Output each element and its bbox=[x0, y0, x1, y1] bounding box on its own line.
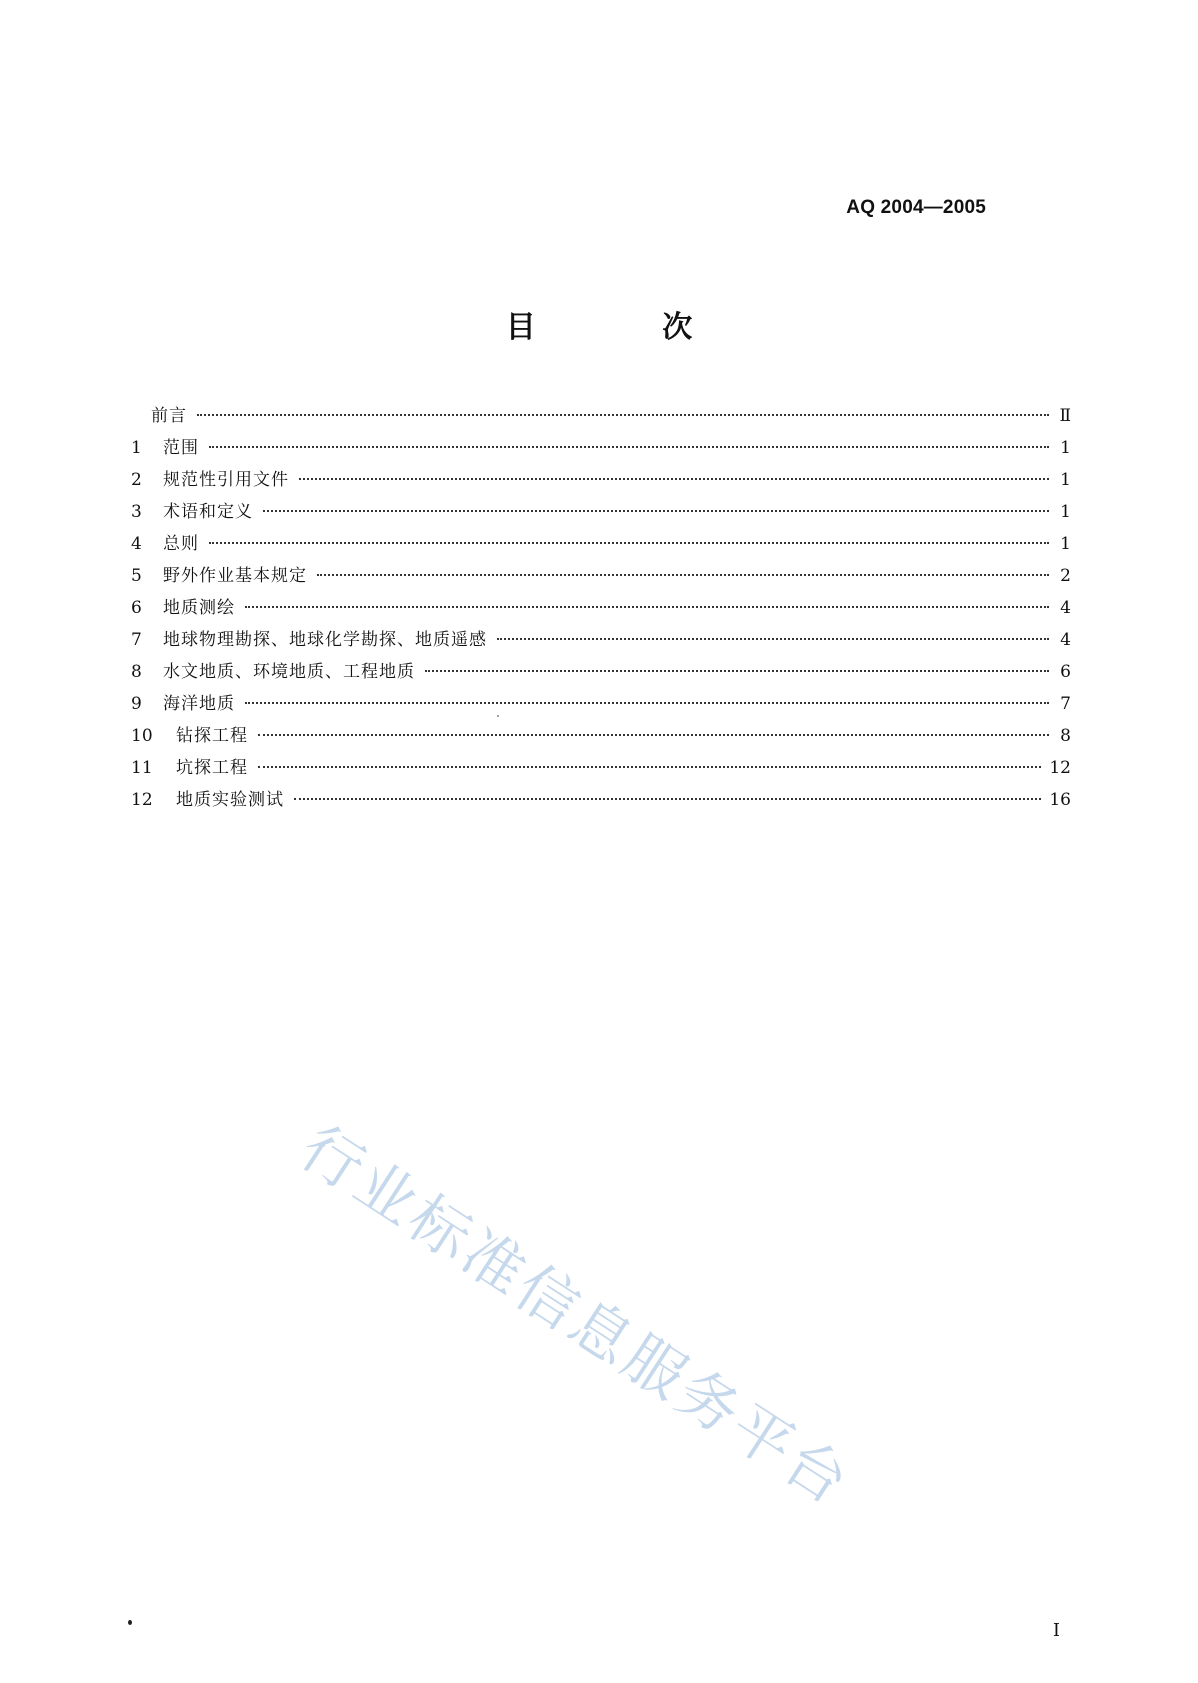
toc-entry-number: 2 bbox=[131, 470, 142, 490]
toc-entry[interactable] bbox=[131, 528, 1071, 560]
standard-code: AQ 2004—2005 bbox=[846, 197, 986, 218]
toc-entry-number: 3 bbox=[131, 502, 142, 522]
toc-entry-label: 海洋地质 bbox=[163, 694, 235, 714]
toc-entry-label: 术语和定义 bbox=[163, 502, 253, 522]
toc-entry-number: 11 bbox=[131, 758, 153, 778]
toc-entry-page: 12 bbox=[1049, 758, 1071, 778]
toc-entry-page: Ⅱ bbox=[1059, 406, 1071, 426]
toc-entry-label: 范围 bbox=[163, 438, 199, 458]
toc-entry-label: 水文地质、环境地质、工程地质 bbox=[163, 662, 415, 682]
toc-leader-dots bbox=[245, 702, 1049, 704]
toc-entry-number: 12 bbox=[131, 790, 153, 810]
toc-entry[interactable] bbox=[131, 624, 1071, 656]
toc-entry[interactable] bbox=[131, 752, 1071, 784]
toc-entry-label: 钻探工程 bbox=[176, 726, 248, 746]
toc-entry-number: 6 bbox=[131, 598, 142, 618]
toc-entry-label: 总则 bbox=[163, 534, 199, 554]
toc-entry-label: 规范性引用文件 bbox=[163, 470, 289, 490]
toc-entry-page: 7 bbox=[1060, 694, 1071, 714]
toc-entry[interactable] bbox=[131, 720, 1071, 752]
toc-leader-dots bbox=[497, 638, 1049, 640]
toc-entry[interactable] bbox=[131, 784, 1071, 816]
toc-entry-label: 前言 bbox=[151, 406, 187, 426]
toc-leader-dots bbox=[258, 766, 1041, 768]
toc-entry-page: 2 bbox=[1060, 566, 1071, 586]
toc-entry-number: 7 bbox=[131, 630, 142, 650]
toc-entry[interactable] bbox=[131, 400, 1071, 432]
toc-leader-dots bbox=[425, 670, 1049, 672]
toc-leader-dots bbox=[317, 574, 1049, 576]
toc-entry[interactable] bbox=[131, 464, 1071, 496]
toc-entry-number: 9 bbox=[131, 694, 142, 714]
toc-entry-number: 4 bbox=[131, 534, 142, 554]
table-of-contents bbox=[131, 400, 1071, 816]
toc-entry-number: 10 bbox=[131, 726, 153, 746]
toc-entry[interactable] bbox=[131, 592, 1071, 624]
toc-entry-label: 野外作业基本规定 bbox=[163, 566, 307, 586]
toc-entry[interactable] bbox=[131, 688, 1071, 720]
toc-entry-page: 1 bbox=[1060, 534, 1071, 554]
scan-mark bbox=[128, 1620, 132, 1625]
toc-leader-dots bbox=[209, 542, 1049, 544]
toc-entry-page: 1 bbox=[1060, 470, 1071, 490]
toc-entry[interactable] bbox=[131, 432, 1071, 464]
toc-entry[interactable] bbox=[131, 496, 1071, 528]
toc-leader-dots bbox=[294, 798, 1041, 800]
toc-entry-page: 6 bbox=[1060, 662, 1071, 682]
toc-entry[interactable] bbox=[131, 656, 1071, 688]
toc-entry-page: 16 bbox=[1049, 790, 1071, 810]
toc-entry-page: 8 bbox=[1060, 726, 1071, 746]
toc-entry-label: 地质测绘 bbox=[163, 598, 235, 618]
toc-leader-dots bbox=[263, 510, 1049, 512]
toc-entry-page: 4 bbox=[1060, 598, 1071, 618]
toc-leader-dots bbox=[197, 414, 1049, 416]
toc-entry-page: 1 bbox=[1060, 502, 1071, 522]
toc-entry-number: 1 bbox=[131, 438, 142, 458]
toc-leader-dots bbox=[245, 606, 1049, 608]
toc-entry-page: 4 bbox=[1060, 630, 1071, 650]
watermark: 行业标准信息服务平台 bbox=[288, 1112, 864, 1521]
page-number: I bbox=[1052, 1620, 1060, 1641]
toc-entry-number: 5 bbox=[131, 566, 142, 586]
toc-entry-number: 8 bbox=[131, 662, 142, 682]
toc-entry-page: 1 bbox=[1060, 438, 1071, 458]
scan-speck bbox=[497, 715, 499, 717]
toc-entry-label: 地球物理勘探、地球化学勘探、地质遥感 bbox=[163, 630, 487, 650]
toc-entry-label: 坑探工程 bbox=[176, 758, 248, 778]
toc-leader-dots bbox=[209, 446, 1049, 448]
toc-leader-dots bbox=[258, 734, 1049, 736]
toc-entry-label: 地质实验测试 bbox=[176, 790, 284, 810]
toc-leader-dots bbox=[299, 478, 1049, 480]
page-title: 目 次 bbox=[505, 310, 751, 345]
toc-entry[interactable] bbox=[131, 560, 1071, 592]
